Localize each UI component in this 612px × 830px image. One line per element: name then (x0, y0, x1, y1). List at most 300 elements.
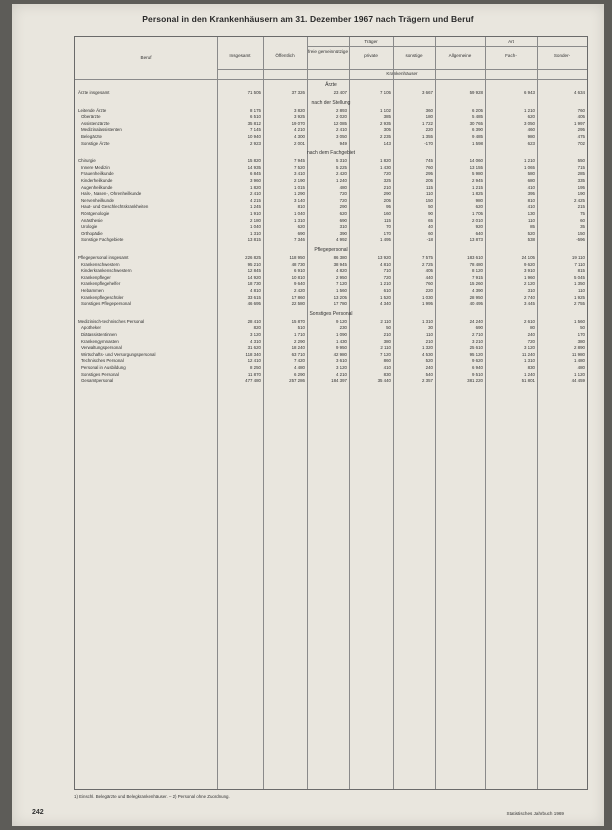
cell-value: 220 (425, 288, 433, 293)
cell-value: 720 (527, 338, 535, 344)
row-label: Wirtschafts- und Versorgungspersonal (81, 351, 156, 357)
row-label: Verwaltungspersonal (81, 345, 122, 351)
cell-value: 3 910 (524, 268, 535, 274)
cell-value: 11 870 (247, 371, 261, 377)
cell-value: 15 870 (291, 318, 305, 324)
cell-value: 620 (475, 204, 483, 210)
cell-value: 680 (527, 178, 535, 183)
cell-value: 110 (578, 288, 585, 293)
cell-value: 28 410 (247, 318, 261, 324)
cell-value: 830 (527, 365, 535, 370)
table-row (75, 90, 587, 96)
cell-value: 1 210 (380, 281, 391, 287)
cell-value: 4 390 (472, 288, 483, 293)
cell-value: 90 (428, 211, 433, 216)
cell-value: 405 (425, 268, 433, 274)
cell-value: 4 310 (250, 338, 261, 344)
cell-value: 5 045 (574, 274, 585, 280)
cell-value: 11 240 (521, 351, 535, 357)
cell-value: 390 (339, 230, 347, 236)
cell-value: 690 (339, 217, 347, 223)
cell-value: 12 085 (333, 120, 347, 126)
row-label: Gesamtpersonal (81, 378, 114, 384)
row-label: Kinderkrankenschwestern (81, 268, 132, 274)
cell-value: 3 445 (524, 301, 535, 307)
cell-value: 37 326 (291, 90, 305, 95)
cell-value: 28 950 (469, 294, 483, 300)
cell-value: 180 (425, 114, 433, 120)
row-label: Frauenheilkunde (81, 171, 114, 177)
cell-value: 2 357 (422, 378, 433, 384)
cell-value: 205 (425, 178, 433, 183)
cell-value: 65 (428, 217, 433, 223)
cell-value: 18 240 (291, 345, 305, 351)
cell-value: 215 (577, 204, 585, 210)
cell-value: 1 480 (574, 358, 585, 364)
cell-value: 3 960 (250, 178, 261, 183)
cell-value: 40 (428, 224, 433, 230)
cell-value: 240 (527, 332, 535, 337)
cell-value: 48 730 (291, 261, 305, 267)
cell-value: 1 598 (472, 140, 483, 146)
cell-value: 1 290 (294, 191, 305, 197)
row-label: Ärzte insgesamt (78, 90, 110, 95)
cell-value: 381 220 (467, 378, 483, 384)
cell-value: 95 120 (469, 351, 483, 357)
cell-value: 285 (577, 171, 585, 177)
cell-value: 410 (527, 204, 535, 210)
table-row (75, 165, 587, 171)
cell-value: 7 120 (380, 351, 391, 357)
row-label: Sonstige Ärzte (81, 140, 110, 146)
cell-value: 3 667 (422, 90, 433, 95)
cell-value: 143 (383, 140, 391, 146)
table-row (75, 224, 587, 230)
table-row (75, 255, 587, 261)
cell-value: 2 725 (422, 261, 433, 267)
cell-value: 195 (577, 184, 585, 190)
cell-value: 25 610 (469, 345, 483, 351)
cell-value: 13 815 (247, 237, 261, 243)
cell-value: 1 015 (294, 184, 305, 190)
row-label: Belegärzte (81, 134, 102, 139)
cell-value: 1 310 (250, 230, 261, 236)
cell-value: -170 (424, 140, 433, 146)
cell-value: 1 560 (574, 318, 585, 324)
cell-value: 115 (426, 184, 433, 190)
table-row (75, 204, 587, 210)
cell-value: 5 980 (472, 171, 483, 177)
cell-value: 51 801 (521, 378, 535, 384)
table-row (75, 352, 587, 358)
table-row (75, 108, 587, 114)
cell-value: 310 (527, 288, 535, 293)
cell-value: 290 (339, 204, 347, 210)
cell-value: 210 (383, 332, 391, 337)
cell-value: 1 120 (574, 371, 585, 377)
cell-value: 7 945 (294, 158, 305, 164)
cell-value: 460 (527, 127, 535, 133)
cell-value: 475 (577, 134, 585, 139)
cell-value: 2 893 (336, 107, 347, 113)
row-label: Haut- und Geschlechtskrankheiten (81, 204, 149, 210)
cell-value: 860 (383, 358, 391, 364)
cell-value: 5 225 (336, 164, 347, 170)
table-row (75, 372, 587, 378)
cell-value: 1 040 (294, 211, 305, 216)
table-row (75, 185, 587, 191)
cell-value: 1 210 (524, 107, 535, 113)
cell-value: 240 (425, 365, 433, 370)
row-label: Nervenheilkunde (81, 197, 114, 203)
header-insgesamt: Insgesamt (229, 53, 251, 58)
cell-value: 2 923 (250, 140, 261, 146)
section-band: Pflegepersonal (314, 247, 348, 253)
cell-value: 60 (428, 230, 433, 236)
cell-value: 44 459 (571, 378, 585, 384)
cell-value: 118 340 (245, 351, 261, 357)
table-row (75, 378, 587, 384)
cell-value: 22 580 (291, 301, 305, 307)
cell-value: 1 430 (336, 338, 347, 344)
cell-value: 205 (383, 197, 391, 203)
cell-value: 3 925 (294, 114, 305, 120)
cell-value: 2 610 (524, 318, 535, 324)
cell-value: 80 (530, 325, 535, 331)
cell-value: 17 780 (333, 301, 347, 307)
cell-value: 59 928 (469, 90, 483, 95)
page-number: 242 (32, 809, 44, 816)
source-note: Statistisches Jahrbuch 1969 (506, 811, 564, 816)
cell-value: 2 290 (294, 338, 305, 344)
cell-value: 9 120 (336, 318, 347, 324)
cell-value: 1 820 (250, 184, 261, 190)
cell-value: 9 485 (472, 134, 483, 139)
cell-value: 760 (425, 164, 433, 170)
row-label: Technisches Personal (81, 358, 124, 364)
cell-value: 3 410 (294, 171, 305, 177)
header-group-art: Art (508, 39, 514, 44)
table-row (75, 211, 587, 217)
cell-value: 295 (425, 171, 433, 177)
cell-value: 40 495 (469, 301, 483, 307)
cell-value: 325 (383, 178, 391, 183)
cell-value: 380 (577, 338, 585, 344)
cell-value: 118 950 (289, 255, 305, 260)
row-label: Kinderheilkunde (81, 178, 113, 183)
cell-value: 2 180 (250, 217, 261, 223)
cell-value: 6 845 (250, 171, 261, 177)
cell-value: 150 (425, 197, 433, 203)
cell-value: 35 (580, 224, 585, 230)
row-label: Krankenpflegeschüler (81, 294, 124, 300)
cell-value: 35 812 (247, 120, 261, 126)
cell-value: 702 (577, 140, 585, 146)
row-label: Leitende Ärzte (78, 107, 107, 113)
header-subband: Krankenhäuser (386, 71, 418, 76)
cell-value: 2 755 (574, 301, 585, 307)
cell-value: 5 310 (336, 158, 347, 164)
table-row (75, 325, 587, 331)
cell-value: 5 485 (472, 114, 483, 120)
cell-value: 410 (383, 365, 391, 370)
cell-value: 1 910 (250, 211, 261, 216)
cell-value: 1 102 (380, 107, 391, 113)
cell-value: 520 (527, 230, 535, 236)
row-label: Augenheilkunde (81, 184, 113, 190)
cell-value: 690 (297, 230, 305, 236)
cell-value: 2 410 (336, 127, 347, 133)
cell-value: 640 (475, 230, 483, 236)
row-label: Medizinalassistenten (81, 127, 122, 133)
cell-value: 4 634 (574, 90, 585, 95)
cell-value: 23 407 (333, 90, 347, 95)
header-art-allgemein: Allgemeine (448, 53, 472, 58)
cell-value: 4 210 (336, 371, 347, 377)
cell-value: 63 710 (291, 351, 305, 357)
cell-value: 2 420 (294, 288, 305, 293)
cell-value: 31 620 (247, 345, 261, 351)
cell-value: 1 995 (422, 301, 433, 307)
cell-value: 2 110 (380, 345, 391, 351)
cell-value: 13 205 (333, 294, 347, 300)
cell-value: 1 210 (524, 158, 535, 164)
cell-value: 395 (527, 191, 535, 197)
cell-value: 3 120 (336, 365, 347, 370)
cell-value: 210 (425, 338, 433, 344)
cell-value: 610 (383, 288, 391, 293)
cell-value: 4 480 (294, 365, 305, 370)
table-row (75, 218, 587, 224)
cell-value: 540 (425, 371, 433, 377)
cell-value: 1 320 (422, 345, 433, 351)
cell-value: 580 (527, 171, 535, 177)
cell-value: 550 (577, 158, 585, 164)
cell-value: 1 820 (380, 158, 391, 164)
cell-value: 12 410 (247, 358, 261, 364)
cell-value: 3 210 (472, 338, 483, 344)
row-label: Oberärzte (81, 114, 101, 120)
cell-value: 310 (339, 224, 347, 230)
cell-value: 949 (339, 140, 347, 146)
row-label: Hebammen (81, 288, 104, 293)
cell-value: 95 210 (247, 261, 261, 267)
cell-value: 226 825 (245, 255, 261, 260)
cell-value: 3 120 (524, 345, 535, 351)
cell-value: 4 340 (380, 301, 391, 307)
row-label: Personal in Ausbildung (81, 365, 126, 370)
cell-value: 42 980 (333, 351, 347, 357)
cell-value: 13 873 (469, 237, 483, 243)
cell-value: 7 110 (574, 261, 585, 267)
cell-value: 980 (527, 134, 535, 139)
cell-value: 410 (527, 184, 535, 190)
row-label: Sonstiges Personal (81, 371, 119, 377)
section-band: nach dem Fachgebiet (306, 150, 356, 157)
cell-value: 46 695 (247, 301, 261, 307)
cell-value: 1 240 (336, 178, 347, 183)
cell-value: 70 (386, 224, 391, 230)
cell-value: 820 (253, 325, 261, 331)
cell-value: 1 705 (472, 211, 483, 216)
cell-value: 3 120 (250, 332, 261, 337)
cell-value: 110 (426, 191, 433, 197)
cell-value: 1 350 (574, 281, 585, 287)
cell-value: 8 175 (250, 107, 261, 113)
cell-value: 60 (580, 217, 585, 223)
cell-value: 1 245 (250, 204, 261, 210)
cell-value: 1 040 (250, 224, 261, 230)
cell-value: 623 (527, 140, 535, 146)
header-divider (217, 69, 587, 70)
header-art-fach: Fach- (505, 53, 517, 58)
cell-value: 3 610 (336, 358, 347, 364)
cell-value: 2 110 (380, 318, 391, 324)
table-row (75, 358, 587, 364)
cell-value: 620 (527, 114, 535, 120)
section-band: Ärzte (325, 82, 337, 88)
cell-value: 720 (383, 274, 391, 280)
cell-value: 1 960 (524, 274, 535, 280)
cell-value: 50 (386, 325, 391, 331)
table-row (75, 158, 587, 164)
cell-value: -18 (426, 237, 433, 243)
cell-value: 9 950 (336, 345, 347, 351)
cell-value: 170 (383, 230, 391, 236)
cell-value: 3 050 (336, 134, 347, 139)
cell-value: 7 120 (336, 281, 347, 287)
cell-value: 538 (527, 237, 535, 243)
row-label: Sonstiges Pflegepersonal (81, 301, 131, 307)
cell-value: 760 (425, 281, 433, 287)
cell-value: 183 610 (467, 255, 483, 260)
cell-value: 14 060 (469, 158, 483, 164)
table-row (75, 345, 587, 351)
cell-value: 1 997 (574, 120, 585, 126)
table-row (75, 275, 587, 281)
cell-value: 480 (339, 184, 347, 190)
cell-value: 2 020 (336, 114, 347, 120)
cell-value: 9 620 (472, 358, 483, 364)
table-row (75, 191, 587, 197)
cell-value: 980 (475, 197, 483, 203)
cell-value: 720 (339, 197, 347, 203)
table-row (75, 288, 587, 294)
cell-value: 2 190 (294, 178, 305, 183)
row-label: Pflegepersonal insgesamt (78, 255, 129, 260)
cell-value: 110 (426, 332, 433, 337)
cell-value: 2 890 (574, 345, 585, 351)
cell-value: 13 920 (377, 255, 391, 260)
row-label: Krankengymnasten (81, 338, 119, 344)
cell-value: 6 943 (524, 90, 535, 95)
cell-value: 4 300 (294, 134, 305, 139)
cell-value: 1 495 (380, 237, 391, 243)
cell-value: 1 560 (336, 288, 347, 293)
cell-value: 190 (577, 191, 585, 197)
cell-value: 1 825 (472, 191, 483, 197)
cell-value: 2 710 (472, 332, 483, 337)
row-label: Apotheker (81, 325, 102, 331)
cell-value: 3 140 (294, 197, 305, 203)
cell-value: 14 935 (247, 164, 261, 170)
cell-value: 380 (383, 338, 391, 344)
cell-value: 720 (383, 171, 391, 177)
cell-value: 1 710 (294, 332, 305, 337)
cell-value: 1 722 (422, 120, 433, 126)
cell-value: 8 120 (472, 268, 483, 274)
row-label: Orthopädie (81, 230, 103, 236)
cell-value: 4 820 (336, 268, 347, 274)
cell-value: 1 030 (422, 294, 433, 300)
row-label: Röntgenologie (81, 211, 110, 216)
cell-value: 810 (297, 204, 305, 210)
cell-value: 440 (425, 274, 433, 280)
cell-value: 19 070 (291, 120, 305, 126)
cell-value: 2 235 (380, 134, 391, 139)
table-row (75, 198, 587, 204)
cell-value: 1 355 (422, 134, 433, 139)
cell-value: 1 215 (472, 184, 483, 190)
cell-value: 24 240 (469, 318, 483, 324)
header-oeffentlich: Öffentlich (275, 53, 295, 58)
cell-value: 1 430 (380, 164, 391, 170)
cell-value: 7 346 (294, 237, 305, 243)
cell-value: 2 010 (472, 217, 483, 223)
cell-value: 35 440 (377, 378, 391, 384)
cell-value: 7 145 (250, 127, 261, 133)
cell-value: 130 (527, 211, 535, 216)
cell-value: 3 050 (524, 120, 535, 126)
document-page (12, 4, 604, 826)
cell-value: 3 820 (294, 107, 305, 113)
cell-value: 4 215 (250, 197, 261, 203)
cell-value: 15 820 (247, 158, 261, 164)
row-label: Anästhesie (81, 217, 103, 223)
cell-value: 1 310 (422, 318, 433, 324)
cell-value: 12 845 (247, 268, 261, 274)
cell-value: 510 (297, 325, 305, 331)
cell-value: 620 (297, 224, 305, 230)
cell-value: 1 065 (524, 164, 535, 170)
cell-value: 7 575 (422, 255, 433, 260)
cell-value: 290 (383, 191, 391, 197)
cell-value: 7 915 (472, 274, 483, 280)
row-label: Krankenpflegehelfer (81, 281, 121, 287)
cell-value: 710 (383, 268, 391, 274)
cell-value: 9 640 (294, 281, 305, 287)
footnote: 1) Einschl. Belegärzte und Belegkrankenhäuser. – 2) Personal ohne Zuordnung. (74, 794, 230, 799)
header-sonstige: sonstige (405, 53, 423, 58)
cell-value: 75 (580, 211, 585, 216)
cell-value: 78 480 (469, 261, 483, 267)
cell-value: 2 001 (294, 140, 305, 146)
cell-value: 38 945 (333, 261, 347, 267)
header-art-sonder: Sonder- (553, 53, 571, 58)
cell-value: 15 260 (469, 281, 483, 287)
cell-value: 7 520 (294, 164, 305, 170)
cell-value: 1 310 (294, 217, 305, 223)
cell-value: 720 (339, 191, 347, 197)
row-label: Diätassistentinnen (81, 332, 117, 337)
row-label: Krankenschwestern (81, 261, 120, 267)
page-title: Personal in den Krankenhäusern am 31. Dezember 1967 nach Trägern und Beruf (142, 14, 474, 24)
cell-value: 2 410 (250, 191, 261, 197)
header-group-traeger: Träger (364, 39, 378, 44)
cell-value: 9 620 (524, 261, 535, 267)
cell-value: 10 940 (247, 134, 261, 139)
table-row (75, 141, 587, 147)
